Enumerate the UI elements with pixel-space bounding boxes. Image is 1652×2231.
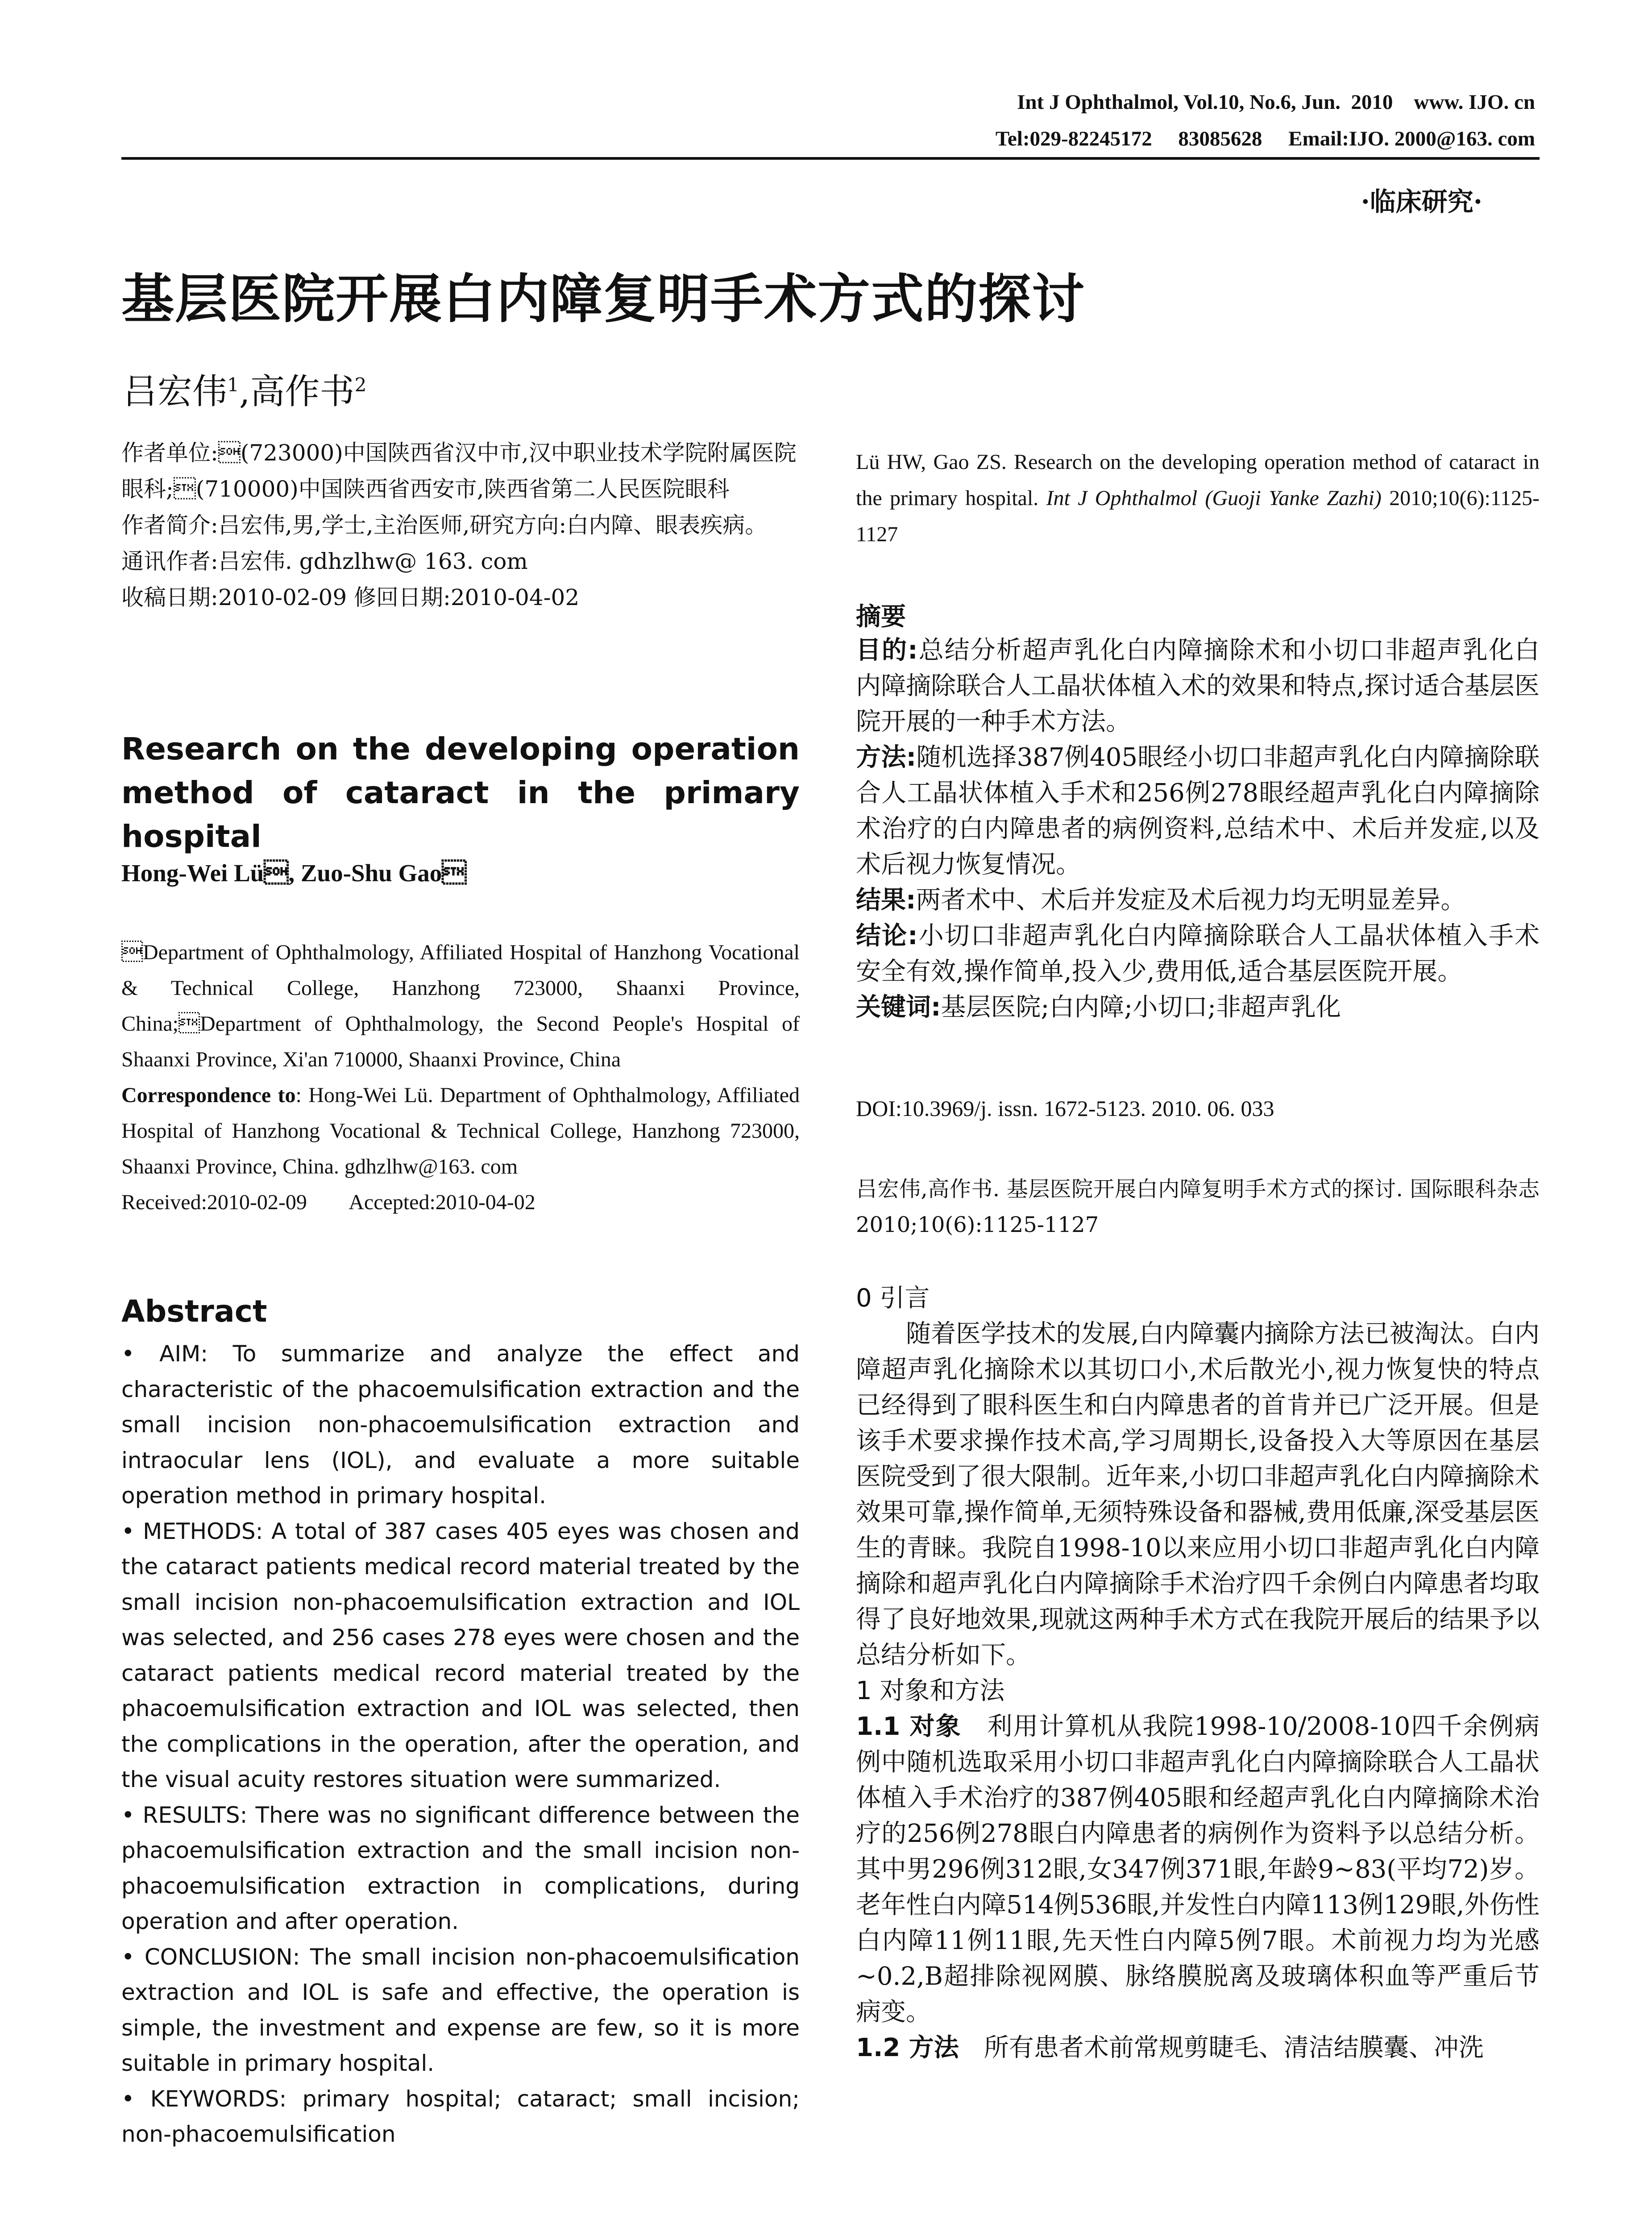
methods-heading: 1 对象和方法 xyxy=(856,1676,1005,1705)
author-separator: , xyxy=(239,372,250,412)
method-paragraph xyxy=(856,2030,1540,2066)
header-rule xyxy=(121,157,1540,160)
affiliation-cn-block xyxy=(121,435,800,616)
citation-cn: 吕宏伟,高作书. 基层医院开展白内障复明手术方式的探讨. 国际眼科杂志 2010;10(6):1125-1127 xyxy=(856,1177,1540,1237)
zhaiyao-conclusion-text: 小切口非超声乳化白内障摘除联合人工晶状体植入手术安全有效,操作简单,投入少,费用低,适合基层医院开展。 xyxy=(856,921,1540,986)
received-accepted-dates: Received:2010-02-09 Accepted:2010-04-02 xyxy=(121,1190,535,1214)
section-tag: ·临床研究· xyxy=(1361,187,1482,217)
article-title-cn: 基层医院开展白内障复明手术方式的探讨 xyxy=(121,268,1086,330)
affiliation-cn-units: 作者单位:(723000)中国陕西省汉中市,汉中职业技术学院附属医院眼科;(710000)中国陕西省西安市,陕西省第二人民医院眼科 xyxy=(121,440,797,502)
abstract-methods: • METHODS: A total of 387 cases 405 eyes was chosen and the cataract patients medical record material treated by the small incision non-phacoemulsification extraction and IOL was selected, and 256 cases 278 eyes were chosen and the cataract patients medical record material treated by the phacoemulsification extraction and IOL was selected, then the complications in the operation, after the operation, and the visual acuity restores situation were summarized. xyxy=(121,1518,800,1792)
abstract-conclusion: • CONCLUSION: The small incision non-phacoemulsification extraction and IOL is safe and effective, the operation is simple, the investment and expense are few, so it is more suitable in primary hospital. xyxy=(121,1944,800,2076)
correspondence-en xyxy=(121,1078,800,1185)
subjects-label: 1.1 对象 xyxy=(856,1712,962,1741)
zhaiyao-keywords xyxy=(856,990,1540,1025)
zhaiyao-conclusion-label: 结论: xyxy=(856,921,918,950)
citation-en-prefix: Lü HW, Gao ZS. Research on the developing operation method of cataract in the primary hospital. xyxy=(856,450,1540,510)
zhaiyao-methods xyxy=(856,740,1540,883)
method-text: 所有患者术前常规剪睫毛、清洁结膜囊、冲洗 xyxy=(984,2033,1484,2062)
authors-en: Hong-Wei Lü, Zuo-Shu Gao xyxy=(121,859,467,887)
abstract-results: • RESULTS: There was no significant difference between the phacoemulsification extraction and the small incision non-phacoemulsification extraction in complications, during operation and after operation. xyxy=(121,1802,800,1934)
affiliation-cn-dates: 收稿日期:2010-02-09 修回日期:2010-04-02 xyxy=(121,585,580,610)
zhaiyao-keywords-label: 关键词: xyxy=(856,993,941,1022)
abstract-heading: Abstract xyxy=(121,1294,267,1329)
method-label: 1.2 方法 xyxy=(856,2033,959,2062)
affiliation-cn-author-bio: 作者简介:吕宏伟,男,学士,主治医师,研究方向:白内障、眼表疾病。 xyxy=(121,512,768,538)
zhaiyao-results-text: 两者术中、术后并发症及术后视力均无明显差异。 xyxy=(916,886,1466,915)
body-text-cn xyxy=(856,1281,1540,2066)
author-1-affil: 1 xyxy=(227,374,239,396)
citation-en-journal: Int J Ophthalmol (Guoji Yanke Zazhi) xyxy=(1046,486,1382,510)
journal-header-line1: Int J Ophthalmol, Vol.10, No.6, Jun. 2010 www. IJO. cn xyxy=(1017,91,1535,114)
author-1-name: 吕宏伟 xyxy=(123,372,228,412)
affiliation-en-block xyxy=(121,935,800,1220)
affiliation-cn-correspondence: 通讯作者:吕宏伟. gdhzlhw@ 163. com xyxy=(121,548,528,574)
abstract-keywords: • KEYWORDS: primary hospital; cataract; small incision; non-phacoemulsification xyxy=(121,2086,800,2147)
doi: DOI:10.3969/j. issn. 1672-5123. 2010. 06. 033 xyxy=(856,1096,1274,1121)
abstract-aim: • AIM: To summarize and analyze the effect and characteristic of the phacoemulsification extraction and the small incision non-phacoemulsification extraction and intraocular lens (IOL), and evaluate a more suitable operation method in primary hospital. xyxy=(121,1341,800,1509)
zhaiyao-conclusion xyxy=(856,918,1540,990)
abstract-body xyxy=(121,1336,800,2152)
article-title-en: Research on the developing operation method of cataract in the primary hospital xyxy=(121,731,800,854)
author-2-affil: 2 xyxy=(354,374,367,396)
zhaiyao-methods-text: 随机选择387例405眼经小切口非超声乳化白内障摘除联合人工晶状体植入手术和256例278眼经超声乳化白内障摘除术治疗的白内障患者的病例资料,总结术中、术后并发症,以及术后视力恢复情况。 xyxy=(856,743,1540,879)
zhaiyao-keywords-text: 基层医院;白内障;小切口;非超声乳化 xyxy=(941,993,1341,1022)
subjects-text: 利用计算机从我院1998-10/2008-10四千余例病例中随机选取采用小切口非超声乳化白内障摘除联合人工晶状体植入手术治疗的387例405眼和经超声乳化白内障摘除术治疗的256例278眼白内障患者的病例作为资料予以总结分析。其中男296例312眼,女347例371眼,年龄9~83(平均72)岁。老年性白内障514例536眼,并发性白内障113例129眼,外伤性白内障11例11眼,先天性白内障5例7眼。术前视力均为光感~0.2,B超排除视网膜、脉络膜脱离及玻璃体积血等严重后节病变。 xyxy=(856,1712,1540,2027)
zhaiyao-results-label: 结果: xyxy=(856,886,916,915)
zhaiyao-objective xyxy=(856,633,1540,740)
journal-header-line2: Tel:029-82245172 83085628 Email:IJO. 2000@163. com xyxy=(995,127,1535,150)
zhaiyao-body xyxy=(856,633,1540,1025)
authors-cn xyxy=(123,364,366,414)
zhaiyao-results xyxy=(856,883,1540,918)
correspondence-text: : Hong-Wei Lü. Department of Ophthalmology, Affiliated Hospital of Hanzhong Vocational & Technical College, Hanzhong 723000, Shaanxi Province, China. gdhzlhw@163. com xyxy=(121,1083,800,1178)
correspondence-label: Correspondence to xyxy=(121,1083,296,1107)
intro-heading: 0 引言 xyxy=(856,1284,930,1313)
author-2-name: 高作书 xyxy=(250,372,355,412)
zhaiyao-methods-label: 方法: xyxy=(856,743,917,772)
intro-paragraph: 随着医学技术的发展,白内障囊内摘除方法已被淘汰。白内障超声乳化摘除术以其切口小,术后散光小,视力恢复快的特点已经得到了眼科医生和白内障患者的首肯并已广泛开展。但是该手术要求操作技术高,学习周期长,设备投入大等原因在基层医院受到了很大限制。近年来,小切口非超声乳化白内障摘除术效果可靠,操作简单,无须特殊设备和器械,费用低廉,深受基层医生的青睐。我院自1998-10以来应用小切口非超声乳化白内障摘除和超声乳化白内障摘除手术治疗四千余例白内障患者均取得了良好地效果,现就这两种手术方式在我院开展后的结果予以总结分析如下。 xyxy=(856,1319,1540,1670)
zhaiyao-heading: 摘要 xyxy=(856,602,906,631)
subjects-paragraph xyxy=(856,1709,1540,2030)
affiliation-en: Department of Ophthalmology, Affiliated Hospital of Hanzhong Vocational & Technical College, Hanzhong 723000, Shaanxi Province, China;Department of Ophthalmology, the Second People's Hospital of Shaanxi Province, Xi'an 710000, Shaanxi Province, China xyxy=(121,941,800,1071)
zhaiyao-objective-label: 目的: xyxy=(856,636,918,665)
citation-en xyxy=(856,444,1540,552)
zhaiyao-objective-text: 总结分析超声乳化白内障摘除术和小切口非超声乳化白内障摘除联合人工晶状体植入术的效果和特点,探讨适合基层医院开展的一种手术方法。 xyxy=(856,636,1540,736)
citation-en-suffix: 2010;10(6):1125-1127 xyxy=(856,486,1540,546)
